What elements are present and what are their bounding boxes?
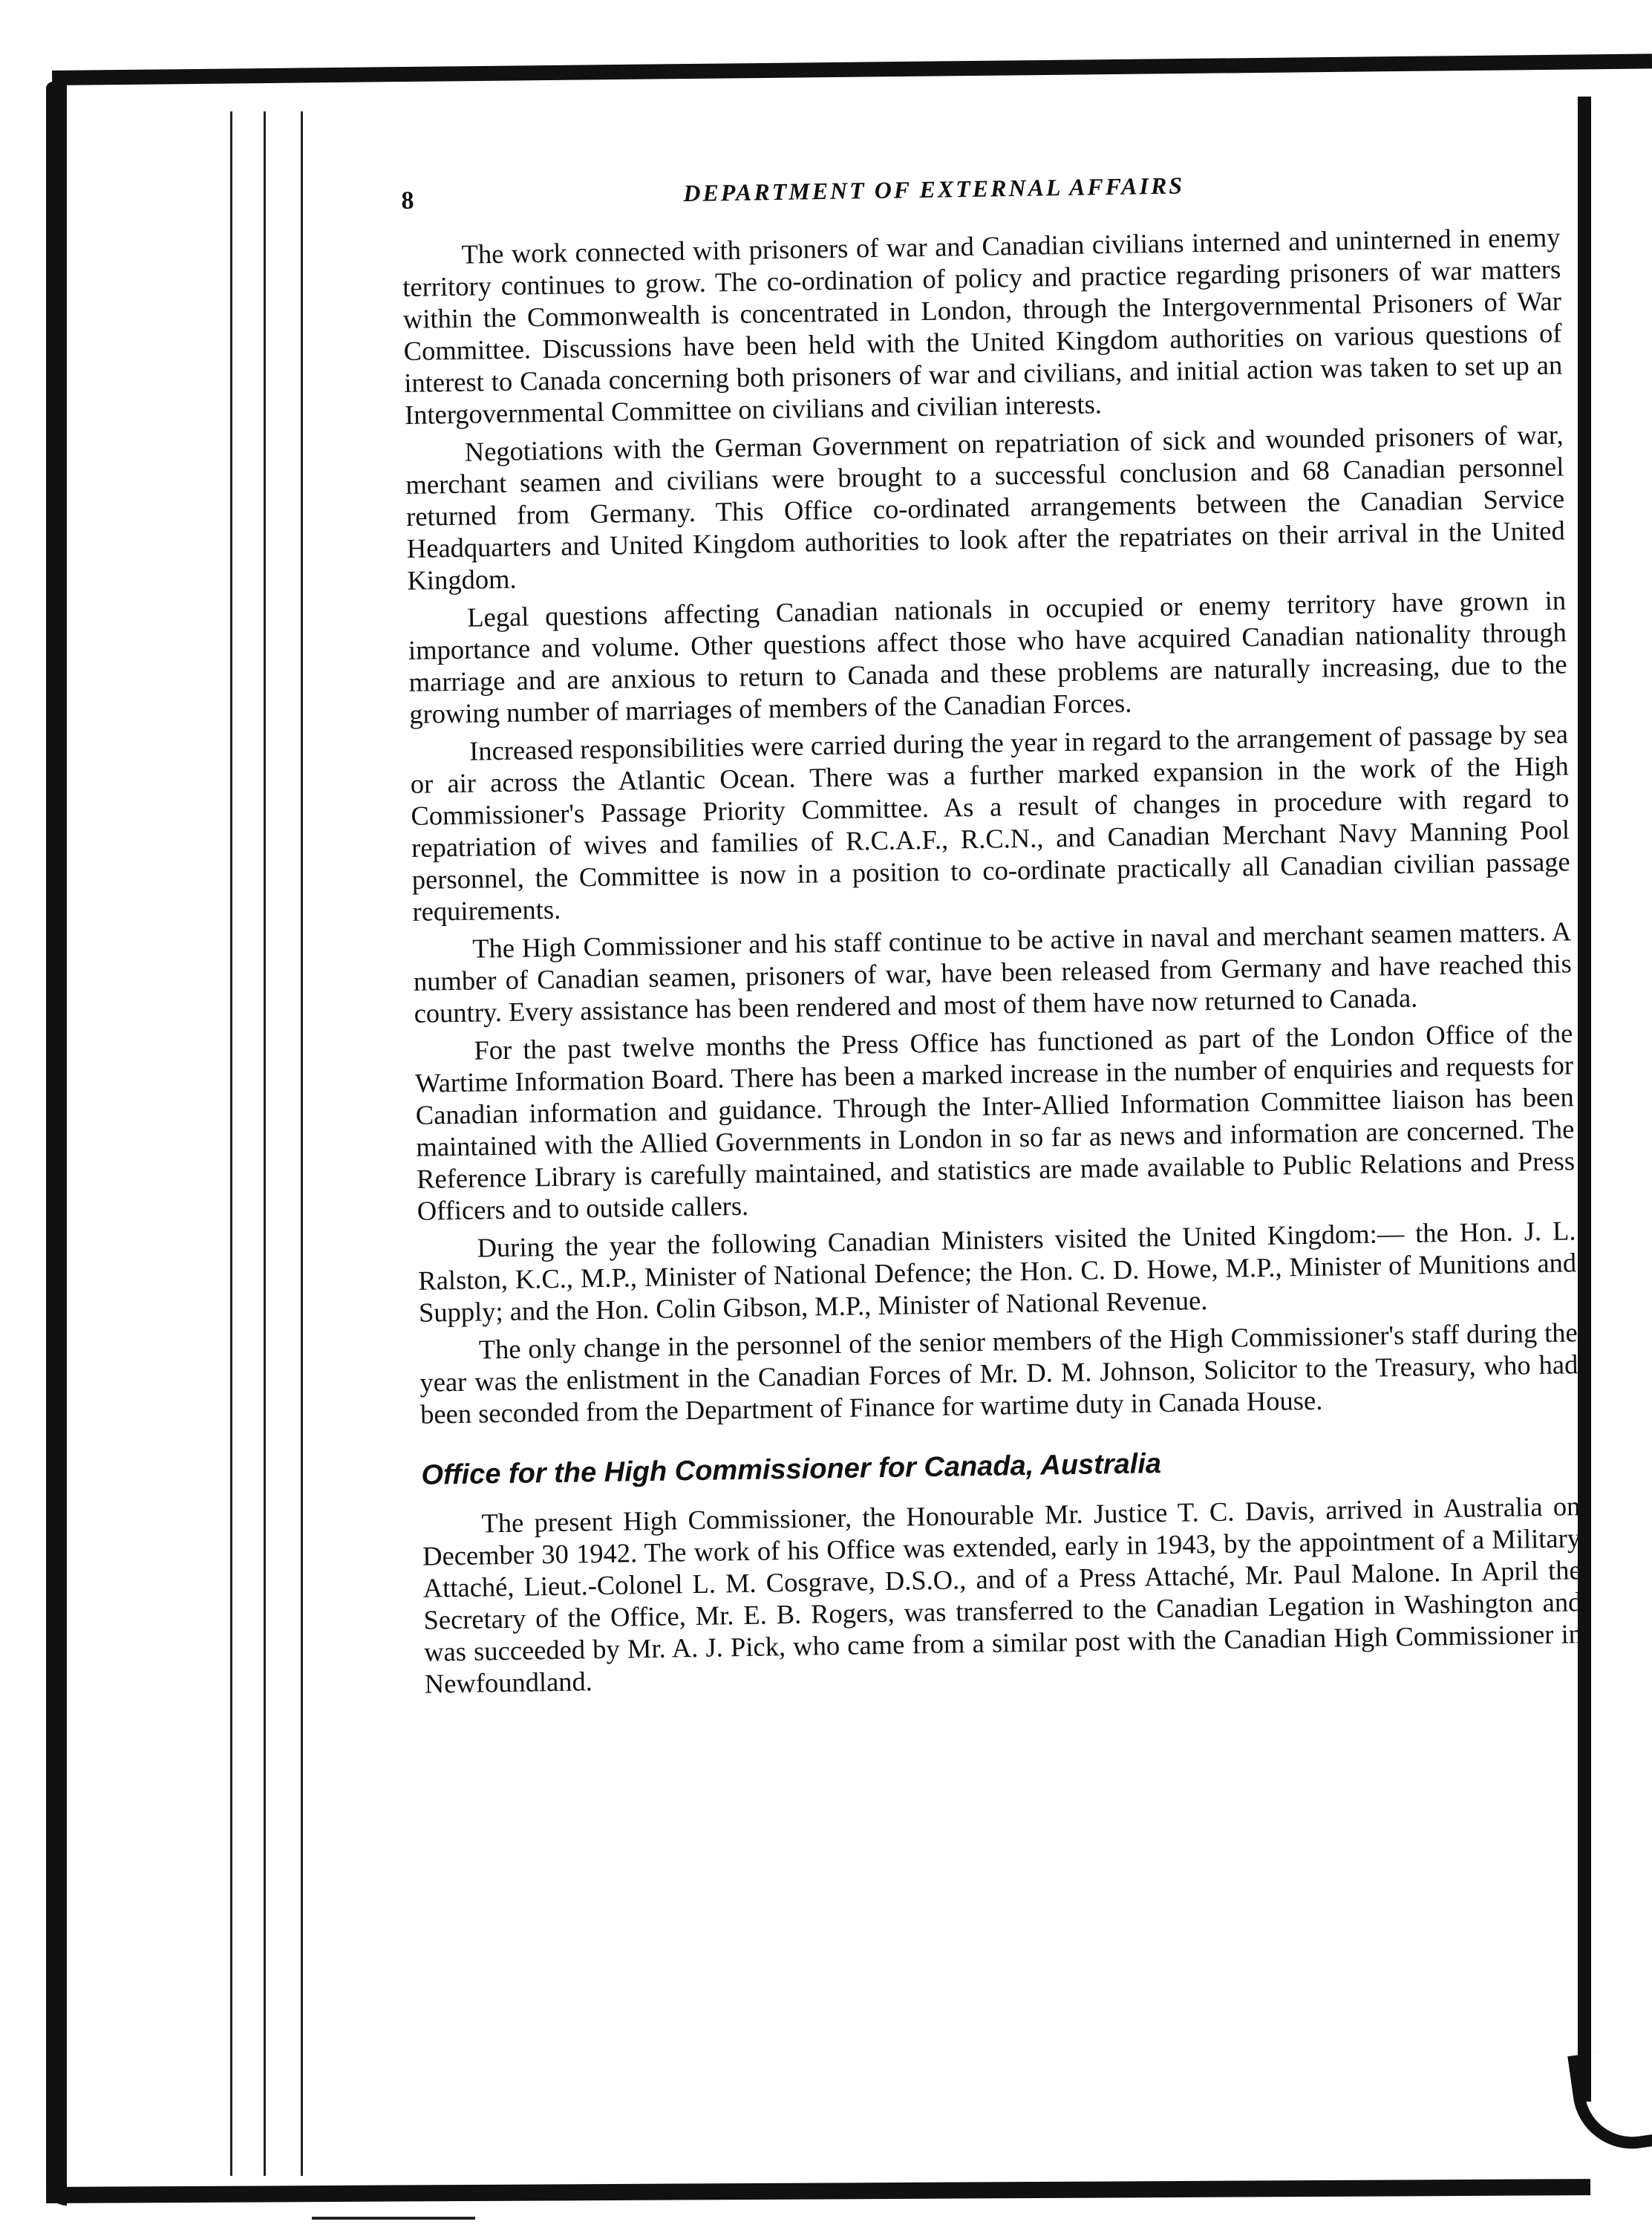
binder-frame-right <box>1578 97 1591 2102</box>
running-head: DEPARTMENT OF EXTERNAL AFFAIRS <box>683 172 1185 207</box>
binder-frame-top <box>52 53 1652 85</box>
paragraph-legal-questions: Legal questions affecting Canadian nationals in occupied or enemy territory have grown in importance and volume. Other questions affect those who have acquired Canadian nationality through marriage and are anxious to return to Canada and these problems are naturally increasing, due to the growing number of marriages of members of the Canadian Forces. <box>408 584 1567 729</box>
bottom-rule <box>312 2217 475 2220</box>
document-page <box>401 160 1583 1705</box>
page-header <box>401 160 1560 229</box>
gutter-line <box>301 111 303 2176</box>
binder-frame-bottom <box>46 2179 1590 2203</box>
paragraph-ministers: During the year the following Canadian Ministers visited the United Kingdom:— the Hon. J. L. Ralston, K.C., M.P., Minister of National Defence; the Hon. C. D. Howe, M.P., Minister of Munitions and Supply; and the Hon. Colin Gibson, M.P., Minister of National Revenue. <box>417 1215 1577 1328</box>
paragraph-prisoners-of-war: The work connected with prisoners of war and Canadian civilians interned and uninterned in enemy territory continues to grow. The co-ordination of policy and practice regarding prisoners of war matters within the Commonwealth is concentrated in London, through the Intergovernmental Prisoners of War Committee. Discussions have been held with the United Kingdom authorities on various questions of interest to Canada concerning both prisoners of war and civilians, and initial action was taken to set up an Intergovernmental Committee on civilians and civilian interests. <box>402 221 1563 430</box>
paragraph-australia: The present High Commissioner, the Honourable Mr. Justice T. C. Davis, arrived in Australia on December 30 1942. The work of his Office was extended, early in 1943, by the appointment of a Military Attaché, Lieut.-Colonel L. M. Cosgrave, D.S.O., and of a Press Attaché, Mr. Paul Malone. In April the Secretary of the Office, Mr. E. B. Rogers, was transferred to the Canadian Legation in Washington and was succeeded by Mr. A. J. Pick, who came from a similar post with the Canadian High Commissioner in Newfoundland. <box>422 1490 1583 1699</box>
paragraph-passage: Increased responsibilities were carried during the year in regard to the arrangement of passage by sea or air across the Atlantic Ocean. There was a further marked expansion in the work of the High Commissioner's Passage Priority Committee. As a result of changes in procedure with regard to repatriation of wives and families of R.C.A.F., R.C.N., and Canadian Merchant Navy Manning Pool personnel, the Committee is now in a position to co-ordinate practically all Canadian civilian passage requirements. <box>410 718 1570 927</box>
paragraph-press-office: For the past twelve months the Press Office has functioned as part of the London Office of the Wartime Information Board. There has been a marked increase in the number of enquiries and requests for Canadian information and guidance. Through the Inter-Allied Information Committee liaison has been maintained with the Allied Governments in London in so far as news and information are concerned. The Reference Library is carefully maintained, and statistics are made available to Public Relations and Press Officers and to outside callers. <box>414 1017 1576 1226</box>
paragraph-personnel: The only change in the personnel of the senior members of the High Commissioner's staff during the year was the enlistment in the Canadian Forces of Mr. D. M. Johnson, Solicitor to the Treasury, who had been seconded from the Department of Finance for wartime duty in Canada House. <box>419 1317 1578 1430</box>
paragraph-seamen: The High Commissioner and his staff continue to be active in naval and merchant seamen matters. A number of Canadian seamen, prisoners of war, have been released from Germany and have reached this country. Every assistance has been rendered and most of them have now returned to Canada. <box>413 916 1573 1029</box>
gutter-line <box>264 111 266 2176</box>
section-heading: Office for the High Commissioner for Canada, Australia <box>421 1448 1162 1491</box>
binder-frame-curl <box>1567 2044 1652 2157</box>
binder-frame-left <box>46 82 67 2206</box>
page-number: 8 <box>401 186 414 215</box>
paragraph-repatriation: Negotiations with the German Government on repatriation of sick and wounded prisoners of war, merchant seamen and civilians were brought to a successful conclusion and 68 Canadian personnel returned from Germany. This Office co-ordinated arrangements between the Canadian Service Headquarters and United Kingdom authorities to look after the repatriates on their arrival in the United Kingdom. <box>405 419 1565 596</box>
gutter-line <box>230 111 232 2176</box>
